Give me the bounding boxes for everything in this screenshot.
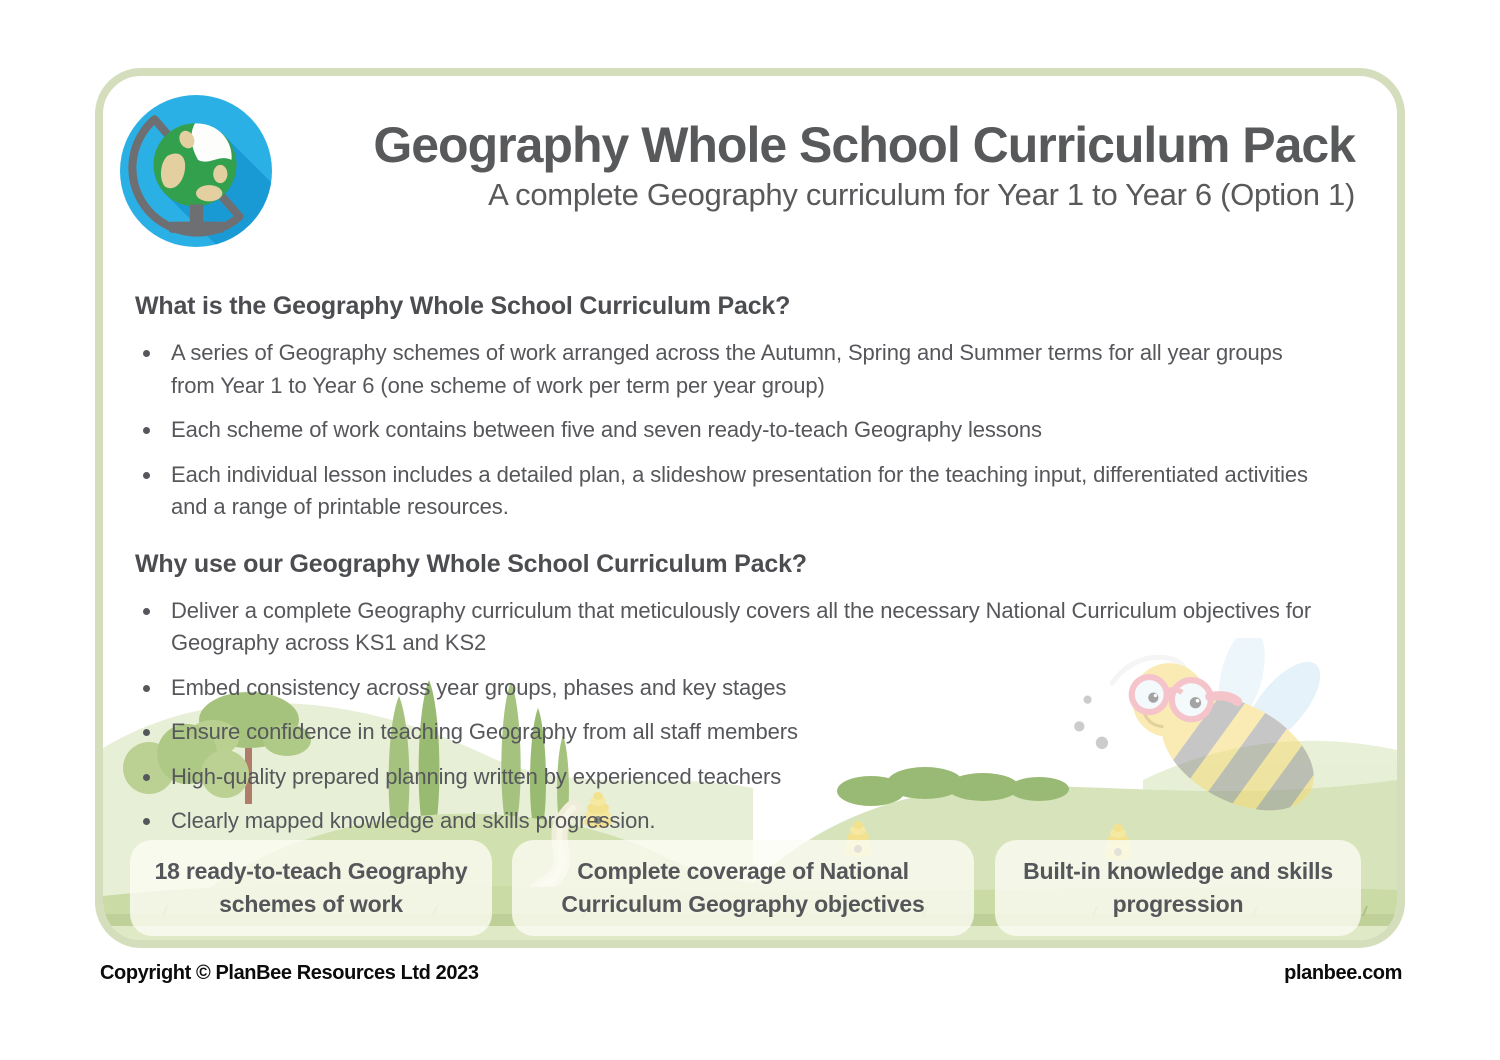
section-heading: Why use our Geography Whole School Curriculum Pack?	[135, 549, 807, 578]
bullet-item: Deliver a complete Geography curriculum that meticulously covers all the necessary National Curriculum objectives for Geography across KS1 and KS2	[135, 595, 1323, 660]
bullet-item: Embed consistency across year groups, phases and key stages	[135, 672, 1323, 705]
callout-progression: Built-in knowledge and skills progression	[995, 840, 1361, 936]
page-subtitle: A complete Geography curriculum for Year 1 to Year 6 (Option 1)	[488, 177, 1355, 212]
callout-coverage: Complete coverage of National Curriculum Geography objectives	[512, 840, 974, 936]
bullet-item: Clearly mapped knowledge and skills progression.	[135, 805, 1323, 838]
globe-icon	[120, 95, 272, 247]
section-heading: What is the Geography Whole School Curriculum Pack?	[135, 292, 791, 320]
curriculum-pack-card	[95, 68, 1405, 948]
callout-schemes: 18 ready-to-teach Geography schemes of work	[130, 840, 492, 936]
copyright-text: Copyright © PlanBee Resources Ltd 2023	[100, 962, 479, 984]
globe-stand-base	[169, 222, 225, 233]
section-what-is	[135, 292, 1323, 524]
bullet-item: Each scheme of work contains between five and seven ready-to-teach Geography lessons	[135, 414, 1323, 447]
bullet-item: High-quality prepared planning written by experienced teachers	[135, 761, 1323, 794]
bullet-item: Each individual lesson includes a detailed plan, a slideshow presentation for the teaching input, differentiated activities and a range of printable resources.	[135, 459, 1323, 524]
callout-row	[103, 840, 1397, 936]
website-text: planbee.com	[1284, 962, 1402, 984]
main-content	[135, 292, 1323, 850]
bullet-item: A series of Geography schemes of work arranged across the Autumn, Spring and Summer terms for all year groups from Year 1 to Year 6 (one scheme of work per term per year group)	[135, 337, 1323, 402]
page-title: Geography Whole School Curriculum Pack	[373, 117, 1355, 173]
bullet-list	[135, 595, 1323, 838]
bullet-item: Ensure confidence in teaching Geography from all staff members	[135, 716, 1323, 749]
bullet-list	[135, 337, 1323, 524]
section-why-use	[135, 550, 1323, 838]
header	[275, 118, 1355, 213]
